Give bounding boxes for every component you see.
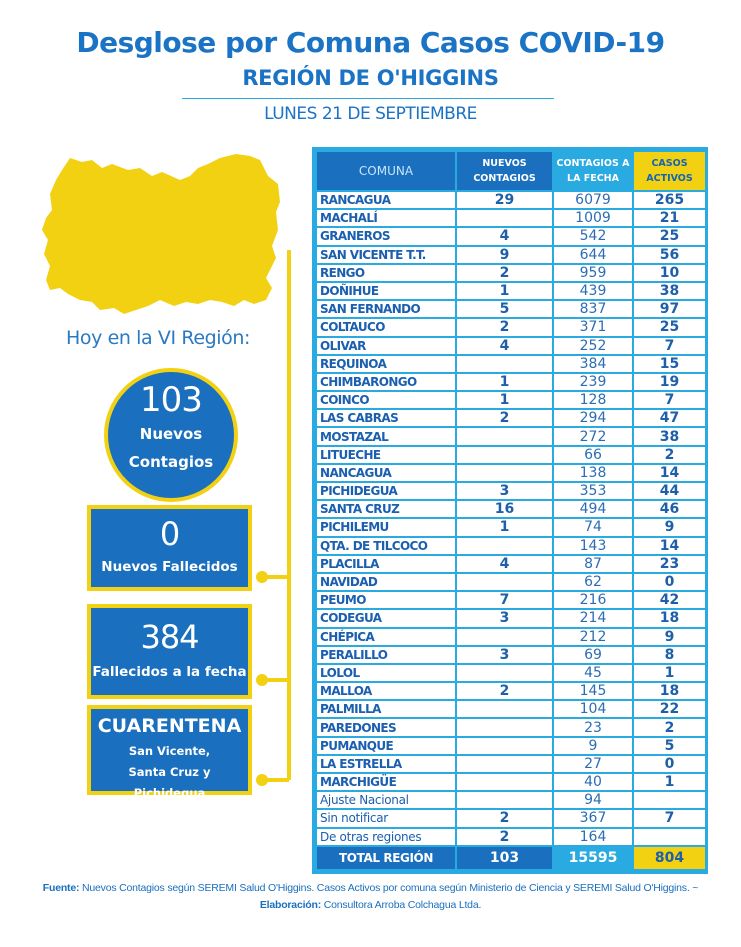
cell-nuevos-contagios — [456, 209, 553, 227]
cell-nuevos-contagios: 29 — [456, 191, 553, 209]
new-cases-value: 103 — [140, 380, 202, 420]
table-row — [316, 355, 706, 373]
cell-nuevos-contagios: 3 — [456, 646, 553, 664]
cell-casos-activos: 25 — [633, 227, 706, 245]
cell-casos-activos — [633, 828, 706, 846]
cell-casos-activos: 14 — [633, 464, 706, 482]
cell-nuevos-contagios: 5 — [456, 300, 553, 318]
cell-casos-activos: 14 — [633, 537, 706, 555]
header-nuevos-line-1: NUEVOS — [482, 158, 527, 169]
cell-contagios-fecha: 66 — [553, 446, 633, 464]
cell-casos-activos: 18 — [633, 682, 706, 700]
table-row — [316, 628, 706, 646]
cell-comuna: SAN VICENTE T.T. — [316, 246, 456, 264]
table-row — [316, 191, 706, 209]
cell-casos-activos — [633, 791, 706, 809]
table-row — [316, 591, 706, 609]
cell-contagios-fecha: 1009 — [553, 209, 633, 227]
total-fecha: 15595 — [553, 846, 633, 870]
cell-comuna: GRANEROS — [316, 227, 456, 245]
table-row — [316, 718, 706, 736]
table-row — [316, 391, 706, 409]
cell-comuna: PUMANQUE — [316, 737, 456, 755]
cell-contagios-fecha: 128 — [553, 391, 633, 409]
cell-contagios-fecha: 69 — [553, 646, 633, 664]
cell-casos-activos: 18 — [633, 609, 706, 627]
total-nuevos: 103 — [456, 846, 553, 870]
cell-contagios-fecha: 104 — [553, 700, 633, 718]
cell-contagios-fecha: 164 — [553, 828, 633, 846]
table-row — [316, 664, 706, 682]
total-label: TOTAL REGIÓN — [316, 846, 456, 870]
cell-comuna: CHÉPICA — [316, 628, 456, 646]
table-row — [316, 700, 706, 718]
cell-nuevos-contagios — [456, 700, 553, 718]
cell-comuna: RANCAGUA — [316, 191, 456, 209]
cell-casos-activos: 8 — [633, 646, 706, 664]
cell-nuevos-contagios: 1 — [456, 373, 553, 391]
cell-nuevos-contagios — [456, 737, 553, 755]
total-deaths-label: Fallecidos a la fecha — [92, 664, 247, 680]
cell-contagios-fecha: 216 — [553, 591, 633, 609]
cell-casos-activos: 9 — [633, 518, 706, 536]
connector-dot — [256, 774, 268, 786]
cell-contagios-fecha: 367 — [553, 809, 633, 827]
table-row — [316, 464, 706, 482]
cell-comuna: SANTA CRUZ — [316, 500, 456, 518]
table-row — [316, 209, 706, 227]
cell-contagios-fecha: 138 — [553, 464, 633, 482]
new-deaths-value: 0 — [159, 515, 180, 553]
cell-contagios-fecha: 23 — [553, 718, 633, 736]
cell-contagios-fecha: 143 — [553, 537, 633, 555]
total-deaths-box — [87, 604, 252, 699]
cell-casos-activos: 25 — [633, 318, 706, 336]
table-row — [316, 573, 706, 591]
cell-comuna: SAN FERNANDO — [316, 300, 456, 318]
cell-casos-activos: 0 — [633, 573, 706, 591]
cell-comuna: NANCAGUA — [316, 464, 456, 482]
cell-contagios-fecha: 959 — [553, 264, 633, 282]
cell-contagios-fecha: 294 — [553, 409, 633, 427]
cell-nuevos-contagios: 7 — [456, 591, 553, 609]
cell-comuna: DOÑIHUE — [316, 282, 456, 300]
cell-casos-activos: 7 — [633, 809, 706, 827]
quarantine-line-2: Santa Cruz y Pichidegua — [128, 765, 211, 800]
cell-nuevos-contagios: 16 — [456, 500, 553, 518]
cell-nuevos-contagios: 2 — [456, 318, 553, 336]
cell-nuevos-contagios: 4 — [456, 227, 553, 245]
cell-comuna: MACHALÍ — [316, 209, 456, 227]
table-row — [316, 427, 706, 445]
region-subtitle: REGIÓN DE O'HIGGINS — [242, 66, 499, 90]
cell-casos-activos: 38 — [633, 282, 706, 300]
cell-nuevos-contagios: 2 — [456, 409, 553, 427]
connector-dot — [256, 674, 268, 686]
header-nuevos-line-2: CONTAGIOS — [473, 173, 536, 184]
cell-nuevos-contagios: 2 — [456, 809, 553, 827]
header-contagios-fecha — [553, 151, 633, 191]
cell-nuevos-contagios: 4 — [456, 337, 553, 355]
title-divider — [182, 98, 554, 99]
cell-nuevos-contagios: 9 — [456, 246, 553, 264]
header-activos-line-2: ACTIVOS — [646, 173, 693, 184]
cell-comuna: QTA. DE TILCOCO — [316, 537, 456, 555]
cell-comuna: RENGO — [316, 264, 456, 282]
cell-comuna: MARCHIGÜE — [316, 773, 456, 791]
cell-nuevos-contagios — [456, 791, 553, 809]
table-row — [316, 682, 706, 700]
connector-dot — [256, 571, 268, 583]
quarantine-box — [87, 705, 252, 800]
cell-comuna: De otras regiones — [316, 828, 456, 846]
fuente-text: Nuevos Contagios según SEREMI Salud O'Higgins. Casos Activos por comuna según Ministerio de Ciencia y SEREMI Salud O'Higgins. ~ — [79, 882, 699, 894]
cell-nuevos-contagios: 2 — [456, 828, 553, 846]
cell-contagios-fecha: 40 — [553, 773, 633, 791]
cell-contagios-fecha: 353 — [553, 482, 633, 500]
cell-contagios-fecha: 494 — [553, 500, 633, 518]
cell-casos-activos: 7 — [633, 391, 706, 409]
table-row — [316, 282, 706, 300]
table-row — [316, 646, 706, 664]
new-cases-label-2: Contagios — [128, 453, 214, 471]
cell-comuna: LA ESTRELLA — [316, 755, 456, 773]
cell-nuevos-contagios — [456, 718, 553, 736]
cell-casos-activos: 42 — [633, 591, 706, 609]
table-row — [316, 446, 706, 464]
cell-casos-activos: 2 — [633, 446, 706, 464]
cell-nuevos-contagios: 3 — [456, 609, 553, 627]
cell-casos-activos: 47 — [633, 409, 706, 427]
table-total-row — [316, 846, 706, 870]
header-casos-activos — [633, 151, 706, 191]
cell-casos-activos: 0 — [633, 755, 706, 773]
cell-casos-activos: 1 — [633, 664, 706, 682]
table-row — [316, 773, 706, 791]
header-fecha-line-2: LA FECHA — [567, 173, 619, 184]
cell-casos-activos: 23 — [633, 555, 706, 573]
cell-nuevos-contagios: 2 — [456, 682, 553, 700]
cell-contagios-fecha: 239 — [553, 373, 633, 391]
cell-comuna: PERALILLO — [316, 646, 456, 664]
today-heading: Hoy en la VI Región: — [66, 327, 251, 349]
cell-nuevos-contagios: 1 — [456, 518, 553, 536]
table-header-row — [316, 151, 706, 191]
cell-comuna: NAVIDAD — [316, 573, 456, 591]
table-row — [316, 518, 706, 536]
cell-nuevos-contagios — [456, 628, 553, 646]
cell-comuna: COINCO — [316, 391, 456, 409]
table-row — [316, 555, 706, 573]
cell-nuevos-contagios: 3 — [456, 482, 553, 500]
table-row — [316, 264, 706, 282]
cell-comuna: REQUINOA — [316, 355, 456, 373]
cell-comuna: COLTAUCO — [316, 318, 456, 336]
header-fecha-line-1: CONTAGIOS A — [556, 158, 630, 169]
table-row — [316, 828, 706, 846]
cases-table — [315, 150, 707, 871]
cell-comuna: LAS CABRAS — [316, 409, 456, 427]
cell-casos-activos: 38 — [633, 427, 706, 445]
cell-casos-activos: 44 — [633, 482, 706, 500]
quarantine-line-1: San Vicente, — [128, 744, 211, 758]
header-nuevos-contagios — [456, 151, 553, 191]
table-row — [316, 300, 706, 318]
table-row — [316, 500, 706, 518]
table-row — [316, 791, 706, 809]
new-cases-badge — [104, 368, 238, 502]
table-row — [316, 809, 706, 827]
new-cases-label-1: Nuevos — [139, 425, 203, 443]
cell-nuevos-contagios: 1 — [456, 391, 553, 409]
cell-nuevos-contagios — [456, 427, 553, 445]
table-row — [316, 318, 706, 336]
table-row — [316, 482, 706, 500]
table-row — [316, 609, 706, 627]
cell-contagios-fecha: 6079 — [553, 191, 633, 209]
cell-contagios-fecha: 644 — [553, 246, 633, 264]
table-row — [316, 755, 706, 773]
connector-line — [287, 250, 291, 780]
source-footer — [20, 880, 721, 914]
cell-nuevos-contagios — [456, 537, 553, 555]
cell-nuevos-contagios: 2 — [456, 264, 553, 282]
quarantine-title: CUARENTENA — [97, 715, 242, 737]
cell-comuna: Sin notificar — [316, 809, 456, 827]
cases-table-container — [312, 147, 708, 874]
region-map-icon — [40, 150, 280, 320]
cell-comuna: Ajuste Nacional — [316, 791, 456, 809]
report-date: LUNES 21 DE SEPTIEMBRE — [264, 104, 477, 124]
cell-contagios-fecha: 252 — [553, 337, 633, 355]
cell-contagios-fecha: 272 — [553, 427, 633, 445]
table-row — [316, 227, 706, 245]
header-activos-line-1: CASOS — [651, 158, 688, 169]
elaboracion-label: Elaboración: — [259, 899, 322, 911]
cell-casos-activos: 19 — [633, 373, 706, 391]
cell-contagios-fecha: 87 — [553, 555, 633, 573]
table-row — [316, 409, 706, 427]
cell-casos-activos: 56 — [633, 246, 706, 264]
cell-casos-activos: 2 — [633, 718, 706, 736]
cell-comuna: LITUECHE — [316, 446, 456, 464]
cell-casos-activos: 22 — [633, 700, 706, 718]
cell-contagios-fecha: 214 — [553, 609, 633, 627]
cell-contagios-fecha: 371 — [553, 318, 633, 336]
cell-contagios-fecha: 9 — [553, 737, 633, 755]
cell-casos-activos: 46 — [633, 500, 706, 518]
cell-casos-activos: 7 — [633, 337, 706, 355]
cell-comuna: PALMILLA — [316, 700, 456, 718]
cell-contagios-fecha: 212 — [553, 628, 633, 646]
table-row — [316, 373, 706, 391]
region-map-shape — [42, 154, 280, 314]
cell-nuevos-contagios: 4 — [456, 555, 553, 573]
total-deaths-value: 384 — [140, 618, 199, 656]
total-activos: 804 — [633, 846, 706, 870]
cell-contagios-fecha: 542 — [553, 227, 633, 245]
cell-casos-activos: 5 — [633, 737, 706, 755]
table-row — [316, 737, 706, 755]
cell-nuevos-contagios — [456, 355, 553, 373]
cell-casos-activos: 10 — [633, 264, 706, 282]
cell-nuevos-contagios — [456, 755, 553, 773]
elaboracion-text: Consultora Arroba Colchagua Ltda. — [321, 899, 482, 911]
cell-casos-activos: 9 — [633, 628, 706, 646]
cell-contagios-fecha: 62 — [553, 573, 633, 591]
cell-nuevos-contagios — [456, 664, 553, 682]
cell-comuna: PLACILLA — [316, 555, 456, 573]
cell-nuevos-contagios: 1 — [456, 282, 553, 300]
new-deaths-box — [87, 505, 252, 591]
fuente-label: Fuente: — [42, 882, 80, 894]
cell-contagios-fecha: 45 — [553, 664, 633, 682]
cell-comuna: MALLOA — [316, 682, 456, 700]
cell-comuna: CHIMBARONGO — [316, 373, 456, 391]
cell-comuna: PICHILEMU — [316, 518, 456, 536]
cell-comuna: MOSTAZAL — [316, 427, 456, 445]
cell-comuna: CODEGUA — [316, 609, 456, 627]
header-comuna: COMUNA — [316, 151, 456, 191]
cell-comuna: PEUMO — [316, 591, 456, 609]
cell-contagios-fecha: 384 — [553, 355, 633, 373]
table-row — [316, 537, 706, 555]
cell-nuevos-contagios — [456, 573, 553, 591]
cell-casos-activos: 15 — [633, 355, 706, 373]
cell-nuevos-contagios — [456, 773, 553, 791]
cell-contagios-fecha: 74 — [553, 518, 633, 536]
cell-comuna: PICHIDEGUA — [316, 482, 456, 500]
table-row — [316, 246, 706, 264]
cell-comuna: LOLOL — [316, 664, 456, 682]
new-deaths-label: Nuevos Fallecidos — [101, 559, 238, 575]
page-title: Desglose por Comuna Casos COVID-19 — [76, 26, 665, 59]
cell-casos-activos: 265 — [633, 191, 706, 209]
cell-nuevos-contagios — [456, 446, 553, 464]
cell-contagios-fecha: 27 — [553, 755, 633, 773]
cell-comuna: PAREDONES — [316, 718, 456, 736]
cell-nuevos-contagios — [456, 464, 553, 482]
cell-contagios-fecha: 439 — [553, 282, 633, 300]
cell-contagios-fecha: 837 — [553, 300, 633, 318]
cell-contagios-fecha: 94 — [553, 791, 633, 809]
table-row — [316, 337, 706, 355]
cell-casos-activos: 97 — [633, 300, 706, 318]
cell-casos-activos: 21 — [633, 209, 706, 227]
cell-comuna: OLIVAR — [316, 337, 456, 355]
cell-casos-activos: 1 — [633, 773, 706, 791]
cell-contagios-fecha: 145 — [553, 682, 633, 700]
